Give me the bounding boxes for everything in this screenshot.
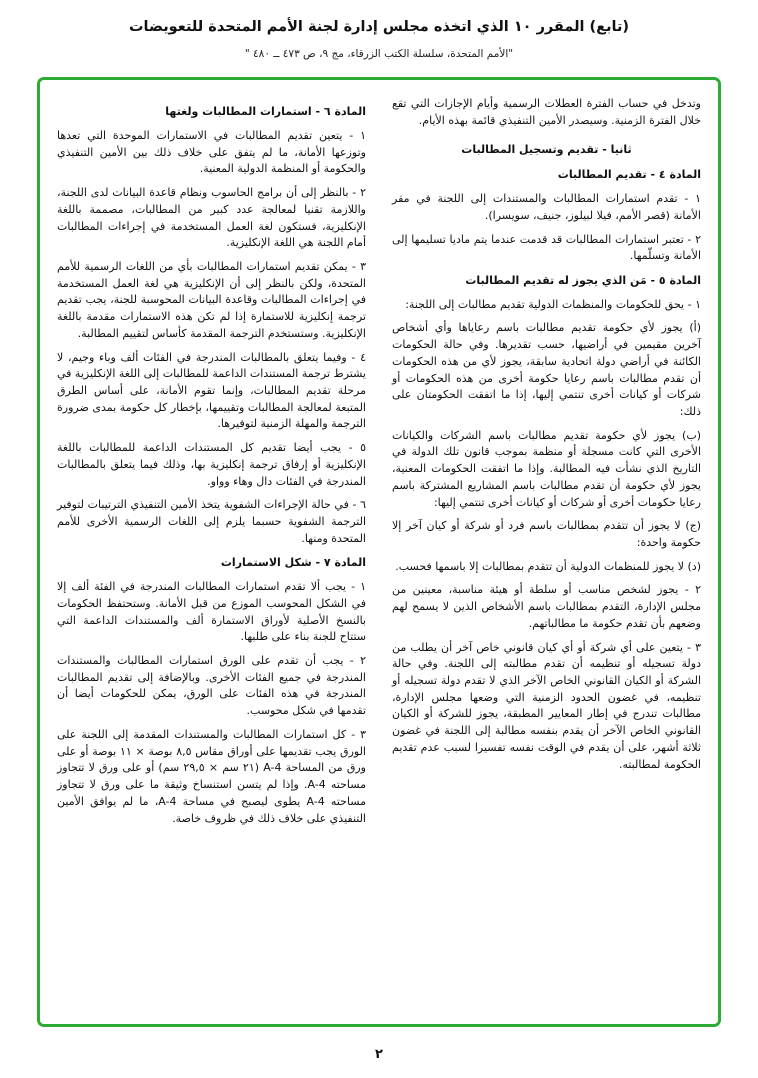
paragraph: ٦ - في حالة الإجراءات الشفوية يتخذ الأمين التنفيذي الترتيبات لتوفير الترجمة الشفوية حسبما يلزم إلى اللغات الرسمية الأخرى للأمم المتحدة ومنها. xyxy=(57,498,366,545)
page-header xyxy=(0,16,758,60)
paragraph: ١ - يجب ألا تقدم استمارات المطالبات المندرجة في الفئة ألف إلا في الشكل المحوسب الموزع من قبل الأمانة. وستحتفظ الحكومات بالنسخ الأصلية لأوراق الاستمارة ألف والمستندات الداعمة التي ستتاح للجنة بناء على طلبها. xyxy=(57,580,366,644)
paragraph: ٥ - يجب أيضا تقديم كل المستندات الداعمة للمطالبات باللغة الإنكليزية أو إرفاق ترجمة إنكليزية بها، وذلك فيما يتعلق بالمطالبات المندرجة في الفئات دال وهاء وواو. xyxy=(57,441,366,488)
paragraph: وتدخل في حساب الفترة العطلات الرسمية وأيام الإجازات التي تقع خلال الفترة الزمنية. وسيصدر الأمين التنفيذي قائمة بهذه الأيام. xyxy=(392,97,701,127)
section-heading: المادة ٦ - استمارات المطالبات ولغتها xyxy=(165,105,366,119)
paragraph: ٢ - بالنظر إلى أن برامج الحاسوب ونظام قاعدة البيانات لدى اللجنة، واللازمة تقنيا لمعالجة عدد كبير من المطالبات، مصممة باللغة الإنكليزية، فستكون لغة العمل المستخدمة في إجراءات المطالبات أمام اللجنة هي اللغة الإنكليزية. xyxy=(57,186,366,250)
section-heading: المادة ٧ - شكل الاستمارات xyxy=(220,556,366,570)
paragraph: ٢ - يجوز لشخص مناسب أو سلطة أو هيئة مناسبة، معينين من مجلس الإدارة، التقدم بمطالبات باسم الأشخاص الذين لا يسمح لهم وضعهم بأن تقدم حكومة ما مطالباتهم. xyxy=(392,583,701,630)
paragraph: (د) لا يجوز للمنظمات الدولية أن تتقدم بمطالبات إلا باسمها فحسب. xyxy=(395,559,701,573)
right-column xyxy=(392,96,701,1012)
paragraph: ٣ - يمكن تقديم استمارات المطالبات بأي من اللغات الرسمية للأمم المتحدة، ولكن بالنظر إلى أن الإنكليزية هي لغة العمل المستخدمة في إجراءات المطالبات وقاعدة البيانات المحوسبة للجنة، يجب تقديم ترجمة إنكليزية للاستمارة إذا لم تكن هذه الاستمارات مقدمة باللغة الإنكليزية. وستستخدم الترجمة المقدمة كأساس لتقييم المطالبة. xyxy=(57,259,366,340)
paragraph: ٣ - يتعين على أي شركة أو أي كيان قانوني خاص آخر أن يطلب من دولة تسجيله أو تنظيمه أن تقدم مطالبته إلى اللجنة. وفي حالة الشركة أو الكيان القانوني الخاص الآخر الذي لا تقدم دولة تسجيله أو تنظيمه، في غضون الحدود الزمنية التي وضعها مجلس الإدارة، مطالبات تندرج في إطار المعايير المطبقة، يجوز للشركة أو الكيان القانوني الخاص الآخر أن يقدم بنفسه مطالبة إلى اللجنة في غضون ثلاثة أشهر، على أن يقدم في الوقت نفسه تفسيرا لسبب عدم تقديم الحكومة لمطالبته. xyxy=(392,640,701,771)
section-heading: المادة ٤ - تقديم المطالبات xyxy=(557,168,701,182)
page-number: ٢ xyxy=(375,1047,383,1062)
paragraph: (ب) يجوز لأي حكومة تقديم مطالبات باسم الشركات والكيانات الأخرى التي كانت مسجلة أو منظمة بموجب قانون تلك الدولة في التاريخ الذي نشأت فيه المطالبة. وإذا ما اتفقت الحكومات المعنية، يجوز لأي حكومة أن تقدم مطالبات باسم المشاريع المشتركة باسم رعايا حكومات أخرى أو شركات أو كيانات أخرى تنتمي إليها: xyxy=(392,428,701,509)
paragraph: ٢ - يجب أن تقدم على الورق استمارات المطالبات والمستندات المندرجة في جميع الفئات الأخرى. وبالإضافة إلى تقديم المطالبات المندرجة في هذه الفئات على الورق، يمكن للحكومات أيضا أن تقدمها في شكل محوسب. xyxy=(57,654,366,718)
paragraph: (ج) لا يجوز أن تتقدم بمطالبات باسم فرد أو شركة أو كيان آخر إلا حكومة واحدة: xyxy=(392,519,701,549)
paragraph: ٣ - كل استمارات المطالبات والمستندات المقدمة إلى اللجنة على الورق يجب تقديمها على أوراق مقاس ٨,٥ بوصة × ١١ بوصة أو على ورق من المساحة A-4 (٢١ سم × ٢٩,٥ سم) أو على ورق لا تتجاوز مساحته A-4. وإذا لم يتسن استنساخ وثيقة ما على ورق لا تتجاوز مساحته A-4 يطوى ليصبح في مساحة A-4، ما لم يوافق الأمين التنفيذي على خلاف ذلك في ظروف خاصة. xyxy=(57,727,366,825)
left-column xyxy=(57,96,366,1012)
document-title: (تابع) المقرر ١٠ الذي اتخذه مجلس إدارة لجنة الأمم المتحدة للتعويضات xyxy=(128,19,630,35)
paragraph: ١ - يحق للحكومات والمنظمات الدولية تقديم مطالبات إلى اللجنة: xyxy=(405,297,701,311)
section-heading: ثانيا - تقديم وتسجيل المطالبات xyxy=(461,142,632,156)
paragraph: (أ) يجوز لأي حكومة تقديم مطالبات باسم رعاياها وأي أشخاص آخرين مقيمين في أراضيها، حسب تقديرها. وفي حالة الحكومات الكائنة في أراضي دولة اتحادية سابقة، يجوز لأي من هذه الحكومات أن تقدم مطالبات باسم رعايا حكومة أخرى من هذه الحكومات أو شركات أو كيانات أخرى تنتمي إليها، إذا ما اتفقت الحكومتان على ذلك: xyxy=(392,321,701,418)
green-border-frame xyxy=(37,77,721,1027)
paragraph: ١ - يتعين تقديم المطالبات في الاستمارات الموحدة التي تعدها وتوزعها الأمانة، ما لم يتفق على خلاف ذلك بين الأمين التنفيذي والحكومة أو المنظمة الدولية المعنية. xyxy=(57,128,366,176)
section-heading: المادة ٥ - مَن الذي يجوز له تقديم المطالبات xyxy=(465,273,701,287)
paragraph: ٢ - تعتبر استمارات المطالبات قد قدمت عندما يتم ماديا تسليمها إلى الأمانة وتسلّمها. xyxy=(392,232,701,263)
two-column-layout xyxy=(57,96,701,1012)
document-subtitle: "الأمم المتحدة، سلسلة الكتب الزرقاء، مج ٩، ص ٤٧٣ ــ ٤٨٠ " xyxy=(244,48,514,61)
paragraph: ١ - تقدم استمارات المطالبات والمستندات إلى اللجنة في مقر الأمانة (قصر الأمم، فيلا لبيلوز، جنيف، سويسرا). xyxy=(392,192,701,222)
paragraph: ٤ - وفيما يتعلق بالمطالبات المندرجة في الفئات ألف وباء وجيم، لا يشترط ترجمة المستندات الداعمة للمطالبات إلى اللغة الإنكليزية في مرحلة تقديم المطالبات، وإنما تقوم الأمانة، على أساس الطرق المتبعة لمعالجة المطالبات وتقييمها، بإخطار كل حكومة بمدى ضرورة الترجمة والمهلة الزمنية لتوفيرها. xyxy=(57,350,366,431)
